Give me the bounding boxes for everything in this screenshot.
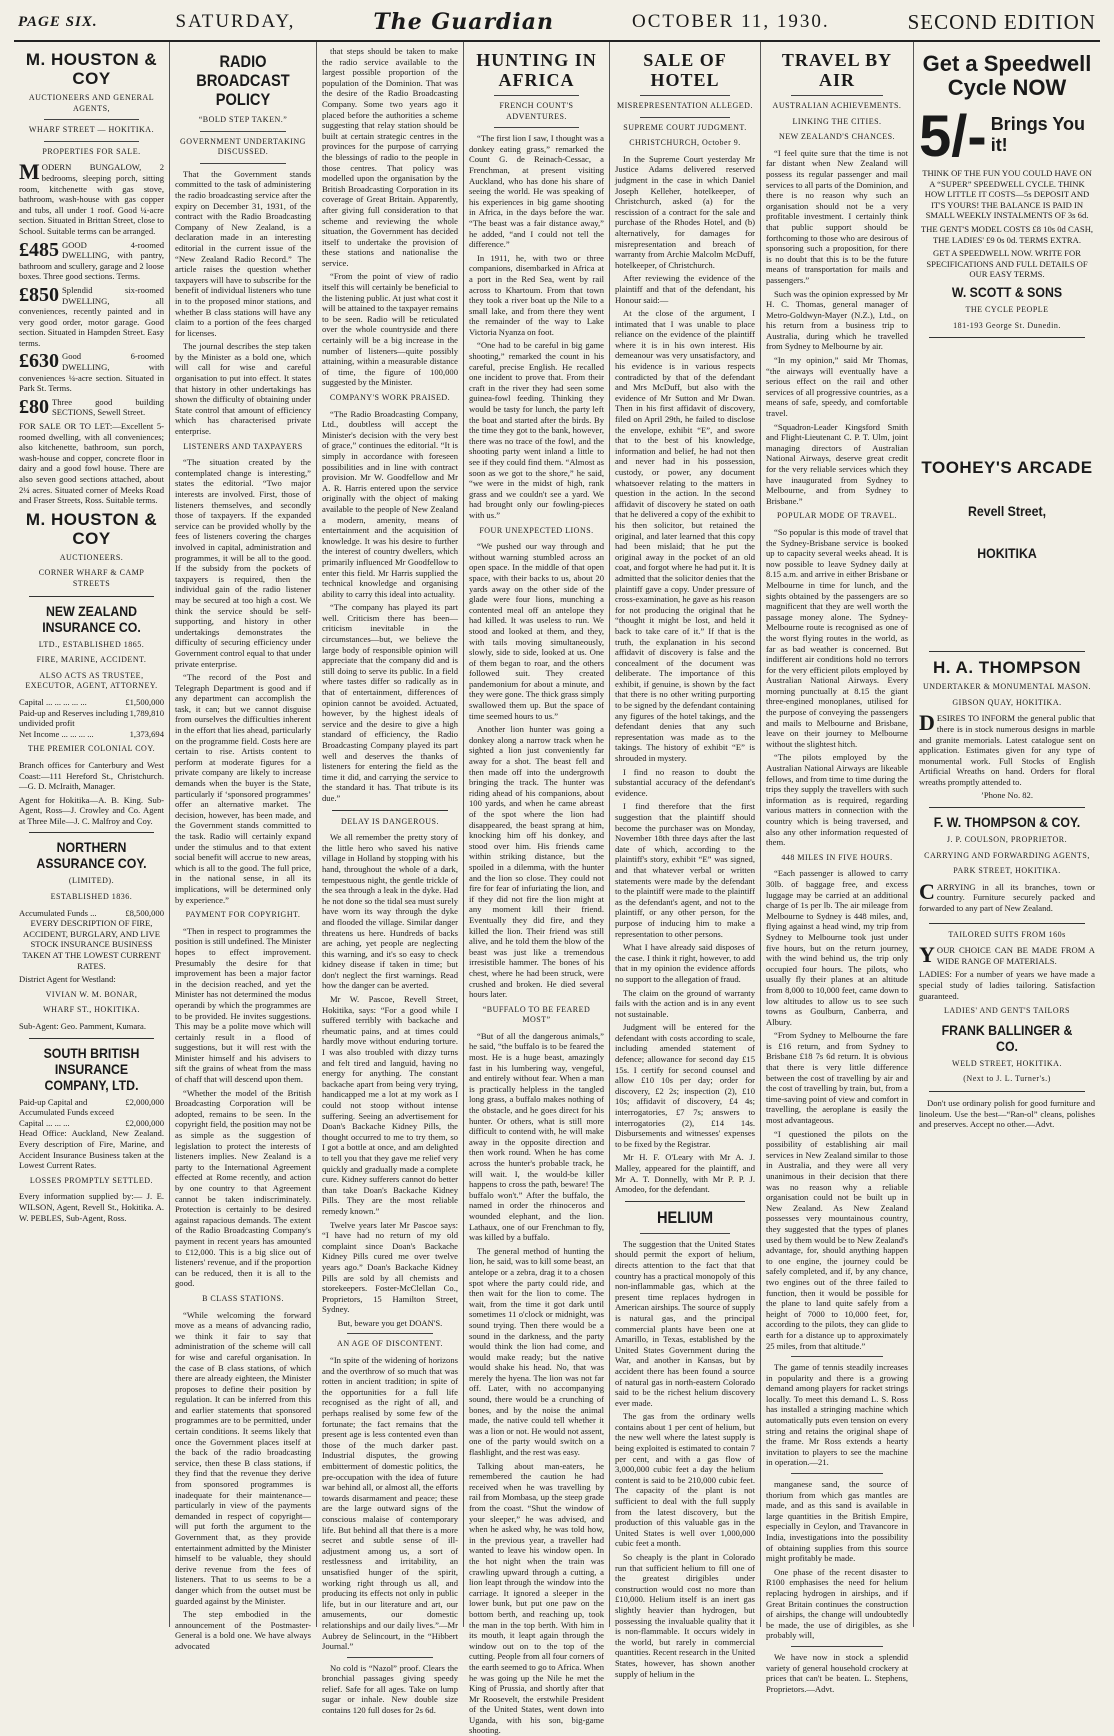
air-para-6: “The pilots employed by the Australian National Airways are likeable fellows, and from time to time during the trips they supply the travellers with such information as is required, regarding various matters in connection with the country which is being traversed, and also any other information requested of them. (766, 752, 908, 848)
hunting-subhead: FRENCH COUNT'S ADVENTURES. (499, 101, 574, 121)
northern-desc: EVERY DESCRIPTION OF FIRE, ACCIDENT, BURGLARY, AND LIVE STOCK INSURANCE BUSINESS TAKEN AT THE LOWEST CURRENT RATES. (22, 918, 161, 971)
northern-sub-agent: Sub-Agent: Geo. Pamment, Kumara. (19, 1021, 146, 1031)
radio-para-1: That the Government stands committed to the task of administering the radio broadcasting service after the expiry on December 31, 1931, of the contract with the Radio Broadcasting Company of New Zealand, is a declaration made in an interesting editorial in the current issue of the “New Zealand Radio Record.” The article raises the question whether taxpayers will have to subscribe for the benefit of individual listeners who tune in to the proposed minor stations, and whether B class stations will have any claim to a portion of the fees charged for licenses. (175, 168, 311, 338)
air-headline: TRAVEL BY AIR (781, 50, 893, 90)
discontent-para: “In spite of the widening of horizons and the overthrow of so much that was rotten in ancient tradition; in spite of the opportunities for a full life recognised as the right of all, and perhaps realised by some few of the fortunate; the fact remains that the present age is less contented even than those of the much darker past. Industrial disputes, the growing embitterment of domestic politics, the pre-occupation with the idea of future war behind all, or almost all, the efforts towards disarmament and peace; these are the large outward signs of the conscious malaise of contemporary life. But behind all that there is a more secret and subtle sense of ill-adjustment among us, a sort of restlessness and irritability, an unsatisfied hunger of the spirit, working right through us all, and producing its effects not only in public life, but in our literature and art, our amusements, our domestic relationships and our daily lives.”—Mr Aubrey de Selincourt, in the “Hibbert Journal.” (322, 1355, 458, 1652)
south-british-title: SOUTH BRITISH INSURANCE COMPANY, LTD. (43, 1044, 140, 1093)
radio-cont-3: “The Radio Broadcasting Company, Ltd., doubtless will accept the Minister's decision with the very best of grace,” continues the editorial. “It is simply in accordance with foreseen possibilities and in line with contract provision. Mr W. Goodfellow and Mr A. R. Harris entered upon the service originally with the object of making available to the people of New Zealand a modern, amenity, means of entertainment and the acquisition of knowledge. It was his desire to further the interest of country dwellers, which primarily influenced Mr Goodfellow to enter this field. Mr Harris supplied the technical knowledge and organising ability to carry this ideal into actuality. (322, 408, 458, 599)
houston-address: WHARF STREET — HOKITIKA. (28, 125, 155, 135)
column-1-ads (14, 42, 170, 1627)
northern-assurance-title: NORTHERN ASSURANCE COY. (36, 839, 147, 872)
tailor-choice: YOUR CHOICE CAN BE MADE FROM A WIDE RANGE OF MATERIALS. (919, 942, 1095, 968)
air-para-1: “I feel quite sure that the time is not far distant when New Zealand will possess its regular passenger and mail services to all parts of the Dominion, and there is no reason why such an organisation should not be a very profitable investment. I certainly think that public support should be forthcoming to those who are desirous of sponsoring such a proposition, for there is no doubt that this is to be the future means of transportation for mails and passengers.” (766, 147, 908, 285)
properties-heading: PROPERTIES FOR SALE. (42, 146, 141, 156)
air-para-8: “From Sydney to Melbourne the fare is £16 return, and from Sydney to Brisbane £18 7s 6d return. It is obvious that there is very little difference between the cost of travelling by air and the cost of travelling by train, but, from a time-saving point of view and comfort in travelling, the aeroplane is easily the most advantageous. (766, 1030, 908, 1126)
northern-agent-label: District Agent for Westland: (19, 974, 116, 985)
hotel-headline: SALE OF HOTEL (643, 50, 727, 90)
houston-title: M. HOUSTON & COY (25, 50, 158, 88)
hunting-para-8: Talking about man-eaters, he remembered the caution he had received when he was travelling by rail from Mombasa, up the steep grade from the coast. “Shut the window of your sleeper,” he was advised, and when he asked why, he was told how, in the previous year, a traveller had wanted to leave his window open. In the hot night when the train was crawling upward through a cutting, a lion leapt through the window into the carriage. It ignored a sleeper in the lower bunk, but put one paw on the bottom berth, and reaching up, took the man in the top berth. With him in its mouth, it leapt again through the window out on to the top of the cutting. People from all four corners of the earth seemed to go to Africa. When he was going up the Nile he met the King of Prussia, and shortly after that Mr Roosevelt, the erstwhile President of the United States, went down into Uganda, with his son, big-game shooting. (469, 1460, 604, 1736)
column-7-ads (914, 42, 1100, 1627)
helium-para-3: So cheaply is the plant in Colorado run that sufficient helium to fill one of the greatest dirigibles under construction would cost no more than £10,000. Helium itself is an inert gas slightly heavier than hydrogen, but possessing the invaluable quality that it is non-flammable. It occurs widely in the world, but rarely in commercial quantities. Recent research in the United States, however, has shown another supply of helium in the (615, 1552, 755, 1679)
delay-heading: DELAY IS DANGEROUS. (340, 816, 440, 826)
radio-para-8: The step embodied in the announcement of the Postmaster-General is a bold one. We have always advocated (175, 1609, 311, 1651)
fw-thompson: F. W. THOMPSON & COY. (933, 814, 1081, 831)
houston-sub-2: AUCTIONEERS. (59, 552, 124, 562)
hunting-para-7: The general method of hunting the lion, he said, was to kill some beast, an antelope or a zebra, drag it to a chosen spot where the party could ride, and then wait for the lion to come. The wait, from the time it got dark until sometimes 11 o'clock or midnight, was sound trying. Then there would be a sound in the darkness, and the party would think the lion had come, and would make ready; but the native would shake his head. No, that was merely the hyena. The lion was not far off. Later, with no accompanying sound, there would be a crunching of bones, and by the noise the animal made, the native could tell whether it was a lion or not. He would not assent, one of the party would switch on a flashlight, and the rest was easy. (469, 1245, 604, 1458)
hunting-crosshead-1: FOUR UNEXPECTED LIONS. (479, 525, 594, 535)
hunting-headline: HUNTING IN AFRICA (476, 50, 597, 90)
radio-crosshead-2: PAYMENT FOR COPYRIGHT. (185, 910, 301, 920)
five-shillings: 5/- (919, 104, 987, 169)
air-para-2: Such was the opinion expressed by Mr H. C. Thomas, general manager of Metro-Goldwyn-Mayer (N.Z.), Ltd., on his return from a business trip to Australia, during which he travelled from Sydney to Melbourne by air. (766, 288, 908, 352)
radio-cont-4: “The company has played its part well. Criticism there has been—criticism inevitable in the circumstances—but, we believe the large body of responsible opinion will appreciate that the company did and is still doing to serve its public. In a field where tastes differ so radically as in that of entertainment, differences of opinion cannot be avoided. Actuated, however, by the highest ideals of service and the desire to give a high standard of efficiency, the Radio Broadcasting Company played its part well and deserves the thanks of listeners for entering the field as the time it did, and carrying the service to the standard it has. That tribute is its due.” (322, 602, 458, 803)
property-ad-1: MODERN BUNGALOW, 2 bedrooms, sleeping porch, sitting room, kitchenette with gas stove, bathroom, wash-house with gas copper and tubs, all under 1 roof. Good ¼-acre section. Situated in Brittan Street, close to School. Suitable terms can be arranged. (19, 159, 164, 236)
thompson-title: H. A. THOMPSON (932, 658, 1082, 678)
scott-address: 181-193 George St. Dunedin. (953, 320, 1061, 330)
sb-info: Every information supplied by:— J. E. WILSON, Agent, Revell St., Hokitika. A. W. PEBLES, Sub-Agent, Ross. (19, 1191, 164, 1223)
delay-para-1: We all remember the pretty story of the little hero who saved his native village in Holland by stopping with his hand, throughout the whole of a dark, tempestuous night, the gentle trickle of the sea through a leak in the dyke. Had he not done so the tidal sea must surely have worn its way through the dyke and flooded the village. Similar danger threatens us here. Hundreds of backs are aching, yet people are neglecting this warning, and it's so easy to check kidney disease if taken in time; but don't neglect the first warnings. Read how the danger can be averted. (322, 832, 458, 991)
northern-funds: Accumulated Funds ... £8,500,000 (19, 907, 164, 918)
hotel-subhead-2: SUPREME COURT JUDGMENT. (623, 122, 747, 132)
radio-cont-1: that steps should be taken to make the radio service available to the largest possible proportion of the population of the Dominion. That was the desire of the Radio Broadcasting Company. Some two years ago it placed before the authorities a scheme suggesting that relay station should be built at certain strategic centres in the provinces for the purpose of carrying the blessings of radio to the people in those centres. That policy was modelled upon the organisation by the British Broadcasting Corporation in its coverage of Great Britain. Apparently, after giving full consideration to that scheme and reviewing the whole situation, the Government has decided itself to undertake the provision of these stations and nationalise the service. (322, 46, 458, 268)
frank-ballinger: FRANK BALLINGER & CO. (941, 1021, 1073, 1054)
hotel-para-3: At the close of the argument, I intimated that I was unable to place reliance on the evidence of the plaintiff where it is in his own interest. His demeanour was very unsatisfactory, and his evidence is in various respects contradicted by that of the defendant and Mrs McDuff, but also with the evidence of Mr Sutton and Mr Dwan. Then in his first affidavit of discovery, filed on April 29th, he failed to disclose the envelope, exhibit “E”, and swore that to the best of his knowledge, information and belief, he had not then and never had in his possession, custody, or power, any document whatsoever relating to the matters in question in the action. In the second affidavit of discovery he stated on oath that he delivered a copy of the exhibit to his then solicitor, but retained the original, and later learned that this copy had been mislaid; that he put the original away in the pocket of an old coat, and forgot where he had put it. It is admitted that the solicitor denies that the plaintiff gave a copy. Under pressure of cross-examination, he gave as his reason for not producing the original that he “thought it might be lost, and held it back to take care of it.” If that is the truth, the explanation in his second affidavit of discovery is false and the concealment of the document was deliberate. The importance of this exhibit, if genuine, is shown by the fact that there is no other writing purporting to be signed by the defendant containing any figures of the hotel takings, and the defendant denies that any such representation was made as to the takings. The history of exhibit “E” is shrouded in mystery. (615, 308, 755, 764)
sb-capital-row: Capital ... ... ... £2,000,000 (19, 1117, 164, 1128)
northern-address: WHARF ST., HOKITIKA. (43, 1005, 140, 1015)
crockery-ad: We have now in stock a splendid variety of general household crockery at prices that can't be beaten. L. Stephens, Proprietors.—Advt. (766, 1651, 908, 1694)
air-para-7: “Each passenger is allowed to carry 30lb. of baggage free, and excess luggage may be carried at an additional charge of 1s per lb. The air mileage from Melbourne to Sydney is 448 miles, and, flying against a head wind, my trip from Sydney to Melbourne took just under five hours, but on the return journey, with the wind behind us, the trip only occupied four hours. The pilots, who usually fly their planes at an altitude from 8,000 to 10,000 feet, came down to low altitudes to allow us to see such towns as Goulburn, Canberra, and Albury. (766, 868, 908, 1027)
sb-head-office: Head Office: Auckland, New Zealand. Every description of Fire, Marine, and Accident Insurance Business taken at the Lowest Current Rates. (19, 1128, 164, 1171)
houston-address-2: CORNER WHARF & CAMP STREETS (38, 568, 145, 588)
edition-label: SECOND EDITION (907, 9, 1096, 34)
ballinger-next: (Next to J. L. Turner's.) (963, 1074, 1051, 1084)
toohey-arcade: TOOHEY'S ARCADE (921, 458, 1093, 478)
hotel-dateline: CHRISTCHURCH, October 9. (629, 138, 741, 148)
paid-up-row: Paid-up and Reserves including undivided profit 1,789,810 (19, 707, 164, 729)
masthead-day: SATURDAY, (175, 11, 296, 32)
air-para-9: “I questioned the pilots on the possibility of establishing air mail services in New Zealand similar to those in Australia, and they were all very unanimous in their decision that there was no reason why a reliable organisation could not be built up in New Zealand. As New Zealand possesses very mountainous country, they suggested that the types of planes used by them would be to New Zealand's advantage, for, should anything happen to one engine, the journey could be safely completed, and if, by any chance, two engines out of the three failed to function, then it would be possible for the plane to land quite safely from a height of 7000 to 10,000 feet, for, according to the pilots, they can glide to earth for a distance up to approximately 25 miles, from that altitude.” (766, 1128, 908, 1351)
hotel-para-2: After reviewing the evidence of the plaintiff and that of the defendant, his Honour said:— (615, 273, 755, 305)
hunting-para-2: In 1911, he, with two or three companions, disembarked in Africa at a port in the Red Sea, went by rail across to Khartoum. From that town they took a river boat up the Nile to a small lake, and from there they went the remainder of the way to Lake Victoria Nyanza on foot. (469, 252, 604, 337)
radio-para-4: “The record of the Post and Telegraph Department is good and if any department can accomplish the task, it can; but we cannot disguise from ourselves the difficulties inherent in the effort that lies ahead, particularly on the programme field. Costs here are certain to rise. Artists content to perform at moderate figures for a private company are likely to increase demands when the buyer is the State, particularly if ‘sponsored programmes’ offer an alternative market. The decision, however, has been made, and the Government stands committed to the task. Radio will certainly expand under the stimulus and to that extent social benefit will accrue to new areas, which is all to the good. The full price, in the national sense, in all its implications, will be determined only by experience.” (175, 672, 311, 905)
radio-para-7: “While welcoming the forward move as a means of advancing radio, we think it fair to say that administration of the scheme will call for wise and careful organisation. In the case of B class stations, of which there are already eighteen, the Minister proposes to define their position by regulation. It can be inferred from this and earlier statements that sponsored programmes are to be permitted, under certain conditions. It seems likely that once the Government places itself at the back of the radio broadcasting service, then these B class stations, if they find that the revenue they derive from sponsored programmes is inadequate for their maintenance—particularly in view of the payments demanded in respect of copyright—will put forth the argument to the Government that, as they provide entertainment admitted by the Minister himself to be valuable, they should derive revenue from the fees of listeners. That to us seems to be a danger which from the outset must be guarded against by the Minister. (175, 1309, 311, 1606)
helium-cont-1: manganese sand, the source of thorium from which gas mantles are made, and as this sand is available in large quantities in the British Empire, especially in Ceylon, and Travancore in India, investigations into the possibility of obtaining supplies from this source might profitably be made. (766, 1479, 908, 1564)
thompson-desc: DESIRES TO INFORM the general public that there is in stock numerous designs in marble and granite memorials. Latest catalogue sent on application. Estimates given for any type of monumental work. Full Stocks of English Artificial Wreaths on hand. Orders for floral wreaths promptly attended to. (919, 710, 1095, 787)
northern-sub: (LIMITED). (68, 876, 115, 886)
net-income-row: Net Income ... ... ... ... 1,373,694 (19, 728, 164, 739)
fw-carrying: CARRYING AND FORWARDING AGENTS, (924, 850, 1090, 860)
property-ad-2: £485 GOOD 4-roomed DWELLING, with pantry, bathroom and scullery, garage and 2 loose boxes. Three good sections. Terms. (19, 238, 164, 282)
nz-insurance-line1: FIRE, MARINE, ACCIDENT. (36, 655, 147, 665)
helium-cont-2: One phase of the recent disaster to R100 emphasises the need for helium replacing hydrogen in airships, and if Great Britain continues the construction of airships, the change will undoubtedly be made, the use of dirigibles, as she probably will, (766, 1566, 908, 1641)
hunting-para-1: “The first lion I saw, I thought was a donkey eating grass,” remarked the Count G. de Reinach-Cessac, a Frenchman, at present visiting Auckland, who has done his share of seeing the world. He was speaking of his experiences in big game shooting in Africa, in the days before the war. “The beast was a fair distance away,” he added, “and I could not tell the difference.” (469, 133, 604, 250)
tailored-suits: TAILORED SUITS FROM 160s (948, 929, 1066, 939)
capital-row: Capital ... ... ... ... ... £1,500,000 (19, 696, 164, 707)
sb-paid-row: Paid-up Capital and Accumulated Funds exceed £2,000,000 (19, 1096, 164, 1118)
five-shilling-block (919, 104, 1095, 169)
fw-coulson: J. P. COULSON, PROPRIETOR. (946, 835, 1068, 845)
thompson-phone: ’Phone No. 82. (980, 790, 1034, 801)
helium-para-2: The gas from the ordinary wells contains about 1 per cent of helium, but the new well where the latest supply is being exploited is estimated to contain 7 per cent, and with a gas flow of 3,000,000 cubic feet a day the helium content is said to be 210,000 cubic feet. The capacity of the plant is not sufficient to deal with the full supply from the latest discovery, but the production of this valuable gas in the United States is well over 1,000,000 cubic feet a month. (615, 1411, 755, 1549)
ranol-ad: Don't use ordinary polish for good furniture and linoleum. Use the best—“Ran-ol” cleans, polishes and preserves. Accept no other.—Advt. (919, 1097, 1095, 1130)
air-para-4: “Squadron-Leader Kingsford Smith and Flight-Lieutenant C. P. T. Ulm, joint managing directors of Australian National Airways, deserve great credit for the very reliable services which they have inaugurated from Sydney to Melbourne, and from Sydney to Brisbane.” (766, 421, 908, 506)
sb-losses: LOSSES PROMPTLY SETTLED. (29, 1175, 154, 1185)
tennis-para: The game of tennis steadily increases in popularity and there is a growing demand among players for racket strings locally. To meet this demand L. S. Ross has installed a stringing machine which automatically puts even tension on every string and retains the original shape of the frame. Mr Ross extends a hearty invitation to players to see the machine in operation.—21. (766, 1362, 908, 1468)
radio-subhead-1: “BOLD STEP TAKEN.” (198, 115, 288, 124)
speedwell-get: GET A SPEEDWELL NOW. WRITE FOR SPECIFICATIONS AND FULL DETAILS OF OUR EASY TERMS. (926, 248, 1088, 280)
hunting-para-4: “We pushed our way through and without warning stumbled across an open space. In the middle of that open space, with their backs to us, about 20 yards away on the other side of the glade were four lions, munching a contented meal off an antelope they had killed. It was useless to run. We stood and looked at them, and they, with tails moving simultaneously, slowly, side to side, looked at us. One of them began to roar, and the others followed suit. They created pandemonium for about a minute, and they were gone. The thick grass simply swallowed them up. But the space of time seemed hours to us.” (469, 541, 604, 721)
masthead (14, 8, 1100, 42)
speedwell-gents: THE GENT'S MODEL COSTS £8 10s 0d CASH, THE LADIES' £9 0s 0d. TERMS EXTRA. (920, 223, 1094, 245)
hotel-para-8: Judgment will be entered for the defendant with costs according to scale, including amended statement of defence; allowance for second day £15 15s. I certify for second counsel and allow £10 10s per day; order for discovery, £2 2s; inspection (2), £10 10s; affidavit of discovery, £4 4s; interrogatories, £7 7s; answers to interrogatories (2), £14 14s. Disbursements and witnesses' expenses to be fixed by the Registrar. (615, 1022, 755, 1149)
air-para-3: “In my opinion,” said Mr Thomas, “the airways will eventually have a serious effect on the rail and other services of all progressive countries, as a means of safe, speedy, and comfortable travel. (766, 355, 908, 419)
toohey-hokitika: HOKITIKA (977, 545, 1037, 562)
northern-agent: VIVIAN W. M. BONAR, (45, 989, 138, 999)
agents: Agent for Hokitika—A. B. King. Sub-Agent, Ross—J. Crowley and Co. Agent at Three Mile—J. C. Malfroy and Coy. (19, 794, 164, 826)
hotel-para-7: The claim on the ground of warranty fails with the action and is in any event not sustainable. (615, 987, 755, 1019)
air-para-5: “So popular is this mode of travel that the Sydney-Brisbane service is booked up to capacity several weeks ahead. It is now possible to leave Sydney daily at 8.15 a.m. and arrive in either Brisbane or Melbourne in time for lunch, and the sights obtained by the passengers are so magnificent that they are well worth the passage money alone. The Sydney-Melbourne route is recognised as one of the worst flying routes in the world, as far as bad weather is concerned. But indifferent air conditions hold no terrors for the very efficient pilots employed by Australian National Airways. Every morning punctually at 8.15 the giant three-engined monoplanes, utilised for the purpose of conveying the passengers and mails to Melbourne and Brisbane, leave on their journey to Melbourne without the slightest hitch. (766, 526, 908, 749)
air-subhead-1: AUSTRALIAN ACHIEVEMENTS. (772, 101, 902, 110)
delay-para-2: Mr W. Pascoe, Revell Street, Hokitika, says: “For a good while I suffered terribly with backache and rheumatic pains, and at times could hardly move without enduring torture. I was also troubled with dizzy turns and felt tired and languid, having no energy for anything. The constant backache apart from being very trying, handicapped me a lot at my work as I could not stoop without intense suffering. Seeing an advertisement for Doan's Backache Kidney Pills, the thought occurred to me to try them, so I got a bottle at once, and am delighted to tell you that they gave me relief very quickly and gradually made a complete cure. Kidney sufferers cannot do better than take Doan's Backache Kidney Pills. They are the most reliable remedy known.” (322, 994, 458, 1216)
speedwell-think: THINK OF THE FUN YOU COULD HAVE ON A “SUPER” SPEEDWELL CYCLE. THINK HOW LITTLE IT COSTS—5s DEPOSIT AND IT'S YOURS! THE BALANCE IS PAID IN SMALL WEEKLY INSTALMENTS OF 3s 6d. (922, 168, 1092, 221)
property-ad-5: £80 Three good building SECTIONS, Sewell Street. (19, 395, 164, 418)
fw-desc: CARRYING in all its branches, town or country. Furniture securely packed and forwarded to any part of New Zealand. (919, 878, 1095, 914)
page-number: PAGE SIX. (18, 13, 98, 30)
revell-street: Revell Street, (967, 503, 1047, 520)
masthead-date: OCTOBER 11, 1930. (632, 11, 830, 32)
air-crosshead-2: 448 MILES IN FIVE HOURS. (781, 852, 893, 862)
column-3 (317, 42, 464, 1716)
radio-cont-2: “From the point of view of radio itself this will certainly be beneficial to the listening public. At just what cost it will be attained to the taxpayer remains to be seen. Radio will be reticulated over the whole countryside and there certainly will be a big increase in the number of listeners—quite possibly attaining, within a measurable distance of time, the figure of 100,000 suggested by the Minister. (322, 271, 458, 388)
speedwell-title: Get a Speedwell Cycle NOW (922, 51, 1092, 100)
company-crosshead: COMPANY'S WORK PRAISED. (329, 393, 451, 402)
property-ad-6: FOR SALE OR TO LET:—Excellent 5-roomed dwelling, with all conveniences; also kitchenette, bathroom, sun porch, wash-house and copper, concrete floor in dairy and a good fowl house. There are also seven good sections attached, about 2¼ acres. Situated corner of Meeks Road and Fraser Streets, Ross. Suitable terms. (19, 421, 164, 506)
column-5-hotel (610, 42, 761, 1679)
hotel-para-5: I find therefore that the first suggestion that the plaintiff should become the purchaser was on Monday, November 18th three days after the last date of which, according to the plaintiff's story, exhibit “E” was signed, and that whatever verbal or written statements were made by the defendant to the plaintiff were made to the plaintiff as the defendant's agent, and not to the plaintiff, or any other person, for the purpose of inducing him to make a representation to other persons. (615, 801, 755, 939)
helium-headline: HELIUM (656, 1207, 714, 1227)
hotel-para-9: Mr H. F. O'Leary with Mr A. J. Malley, appeared for the plaintiff, and Mr A. T. Donnelly, with Mr P. P. J. Amodeo, for the defendant. (615, 1152, 755, 1195)
brings-you-it: Brings You it! (990, 114, 1086, 155)
ballinger-address: WELD STREET, HOKITIKA. (952, 1058, 1062, 1068)
air-subhead-2: LINKING THE CITIES. (792, 116, 882, 126)
thompson-address: GIBSON QUAY, HOKITIKA. (952, 697, 1062, 707)
air-crosshead-1: POPULAR MODE OF TRAVEL. (776, 511, 898, 521)
delay-para-4: But, beware you get DOAN'S. (337, 1317, 443, 1328)
cycle-people: THE CYCLE PEOPLE (965, 304, 1049, 314)
hunting-para-3: “One had to be careful in big game shooting,” remarked the count in his careful, precise English. He recalled one incident to prove that. From their craft in the river they had seen some guinea-fowl feeding. Thinking they would be tasty for lunch, the party left the boat and started after the birds. By the time they got to the bank, however, there was no trace of the fowl, and the shooting party went inland a little to see if they could find them. “Almost as soon as we got to the shore,” he said, “we were in the midst of high, rank grass and we couldn't see a yard. We had brought only our fowling-pieces with us.” (469, 340, 604, 520)
nz-insurance-sub: LTD., ESTABLISHED 1865. (38, 639, 145, 649)
columns (14, 42, 1100, 1736)
nazol-ad: No cold is “Nazol” proof. Clears the bronchial passages giving speedy relief. Safe for all ages. Take on lump sugar or inhale. New double size contains 120 full doses for 2s 6d. (322, 1662, 458, 1716)
hunting-para-5: Another lion hunter was going a donkey along a narrow track when he sighted a lion just conveniently far away for a shot. The beast fell and then made off into the undergrowth bringing the track. The hunter was riding ahead of his companions, about 100 yards, and when he came abreast of the spot where the lion had disappeared, the beast sprang at him, knocking him off his donkey, and stood over him. His friends came within striking distance, but the spoiled in a dilemma, with the hunter and the lion so close. They could not fire for fear of infuriating the lion, and if they did not fire the lion might at any moment kill their friend. Eventually they did fire, and they killed the lion. Their friend was still alive, and he told them the blow of the beast was just like a tremendous irresistible hammer. The bones of his chest, where he had been struck, were crushed and broken. He died several hours later. (469, 724, 604, 1000)
hotel-para-6: What I have already said disposes of the case. I think it right, however, to add that in my opinion the evidence affords no support to the allegation of fraud. (615, 942, 755, 984)
branch-offices: Branch offices for Canterbury and West Coast:—111 Hereford St., Christchurch.—G. D. McIraith, Manager. (19, 759, 164, 792)
column-2-radio (170, 42, 317, 1651)
radio-para-3: “The situation created by the contemplated change is interesting,” states the editorial. “Two major interests are involved. First, those of listeners themselves, and secondly those of taxpayers. If the expanded service can be provided wholly by the fees of listeners covering the charges involved in capital, administration and programmes, it will be all to the good. If the subsidy from the pockets of taxpayers is required, then the individual gain of the radio listener may be secured at too high a cost. We think the service should be self-supporting, and history in other undertakings demonstrates the difficulty of securing efficiency under Government control equal to that under private enterprise. (175, 457, 311, 669)
hotel-subhead-1: MISREPRESENTATION ALLEGED. (617, 101, 753, 110)
houston-sub: AUCTIONEERS AND GENERAL AGENTS, (28, 93, 155, 113)
property-ad-3: £850 Splendid six-roomed DWELLING, all conveniences, recently painted and in very good order, motor garage. Good section. Situated in Hampden Street. Easy terms. (19, 283, 164, 348)
column-6-air (761, 42, 914, 1694)
radio-crosshead-1: LISTENERS AND TAXPAYERS (183, 441, 303, 451)
fw-park-street: PARK STREET, HOKITIKA. (953, 866, 1061, 876)
hunting-para-6: “But of all the dangerous animals,” he said, “the buffalo is to be feared the most. He is a huge beast, amazingly fast in his lumbering way, vengeful, and entirely without fear. When a man is practically helpless in the tangled long grass, a buffalo makes nothing of the obstacle, and he goes direct for his hunter. Or others, what is still more difficult to contend with, he will make away in the opposite direction and then work round. When he has come across the hunter's probable track, he will wait. I, the would-be killer happens to cross the path, beware! The buffalo won't.” After the buffalo, the named in order the rhinoceros and wounded elephant, and the lion. Lathaux, one of our Frenchman to fly, was killed by a buffalo. (469, 1030, 604, 1243)
column-4-hunting (464, 42, 610, 1736)
air-subhead-3: NEW ZEALAND'S CHANCES. (778, 132, 896, 142)
tailor-ladies: LADIES: For a number of years we have made a special study of ladies tailoring. Satisfaction guaranteed. (919, 969, 1095, 1001)
radio-para-2: The journal describes the step taken by the Minister as a bold one, which will call for wise and careful organisation to put into effect. It states that history in other undertakings has shown the difficulty of obtaining under State control that amount of efficiency which has characterised private enterprise. (175, 341, 311, 437)
property-ad-4: £630 Good 6-roomed DWELLING, with conveniences ¼-acre section. Situated in Park St. Terms. (19, 350, 164, 394)
hotel-para-1: In the Supreme Court yesterday Mr Justice Adams delivered reserved judgment in the case in which Daniel Joseph Kelleher, hotelkeeper, of Christchurch, asked (a) for the rescission of a contract for the sale and purchase of the Rhodes Hotel, and (b) alternatively, for damages for misrepresentation and breach of warranty from Archie Malcolm McDuff, hotelkeeper, of Christchurch. (615, 153, 755, 270)
northern-established: ESTABLISHED 1836. (50, 892, 133, 902)
radio-headline: RADIO BROADCAST POLICY (196, 52, 290, 109)
nz-insurance-line2: ALSO ACTS AS TRUSTEE, EXECUTOR, AGENT, ATTORNEY. (25, 670, 158, 691)
radio-para-5: “Then in respect to programmes the position is still undefined. The Minister hopes to effect improvement. Presumably the desire for that improvement has been a major factor in the decision reached, and yet the Minister has not determined the modus operandi by which the programmes are to be provided. He invites suggestions. This may be a polite move which will certainly result in a flood of suggestions, but it will rest with the Minister himself and his advisers to sift the grains of wheat from the mass of chaff that will descend upon them. (175, 925, 311, 1085)
hotel-para-4: I find no reason to doubt the substantial accuracy of the defendant's evidence. (615, 766, 755, 798)
thompson-undertaker: UNDERTAKER & MONUMENTAL MASON. (922, 682, 1092, 692)
discontent-heading: AN AGE OF DISCONTENT. (337, 1339, 443, 1349)
radio-crosshead-3: B CLASS STATIONS. (202, 1293, 284, 1303)
radio-subhead-2: GOVERNMENT UNDERTAKING DISCUSSED. (180, 136, 306, 157)
newspaper-title: The Guardian (373, 9, 555, 35)
scott-sons: W. SCOTT & SONS (951, 283, 1063, 300)
helium-para-1: The suggestion that the United States should permit the export of helium, directs attention to the fact that that country has a practical monopoly of this non-inflammable gas, which at the present time replaces hydrogen in American airships. The source of supply is natural gas, and the principal commercial plants have been one at Amarillo, in Texas, established by the United States Government during the War, and another in Kansas, but by accident there has been found a source of natural gas in north-eastern Colorado said to be the richest helium discovery ever made. (615, 1238, 755, 1408)
delay-para-3: Twelve years later Mr Pascoe says: “I have had no return of my old complaint since Doan's Backache Kidney Pills cured me over twelve years ago.” Doan's Backache Kidney Pills are sold by all chemists and storekeepers. Foster-McClellan Co., Proprietors, 15 Hamilton Street, Sydney. (322, 1219, 458, 1315)
hunting-crosshead-2: “BUFFALO TO BE FEARED MOST” (482, 1004, 591, 1025)
nz-insurance-title: NEW ZEALAND INSURANCE CO. (42, 602, 141, 635)
radio-para-6: “Whether the model of the British Broadcasting Corporation will be adopted, remains to be seen. In the copyright field, the position may not be as simple as the suggestion of legislation to protect the interests of listeners implies. New Zealand is a party to the International Agreement effected at Rome recently, and action by one country to that Agreement cannot be taken indiscriminately. Protection is certainly to be desired against rapacious demands. The extent of the Radio Broadcasting Company's payment in recent years has amounted to £12,000. This is a big slice out of listeners' revenue, and if the proportion can be reduced, then it is all to the good. (175, 1087, 311, 1289)
tailor-ladies-gents: LADIES' AND GENT'S TAILORS (944, 1006, 1070, 1016)
houston-title-2: M. HOUSTON & COY (25, 509, 158, 548)
premier-colonial: THE PREMIER COLONIAL COY. (27, 744, 156, 754)
